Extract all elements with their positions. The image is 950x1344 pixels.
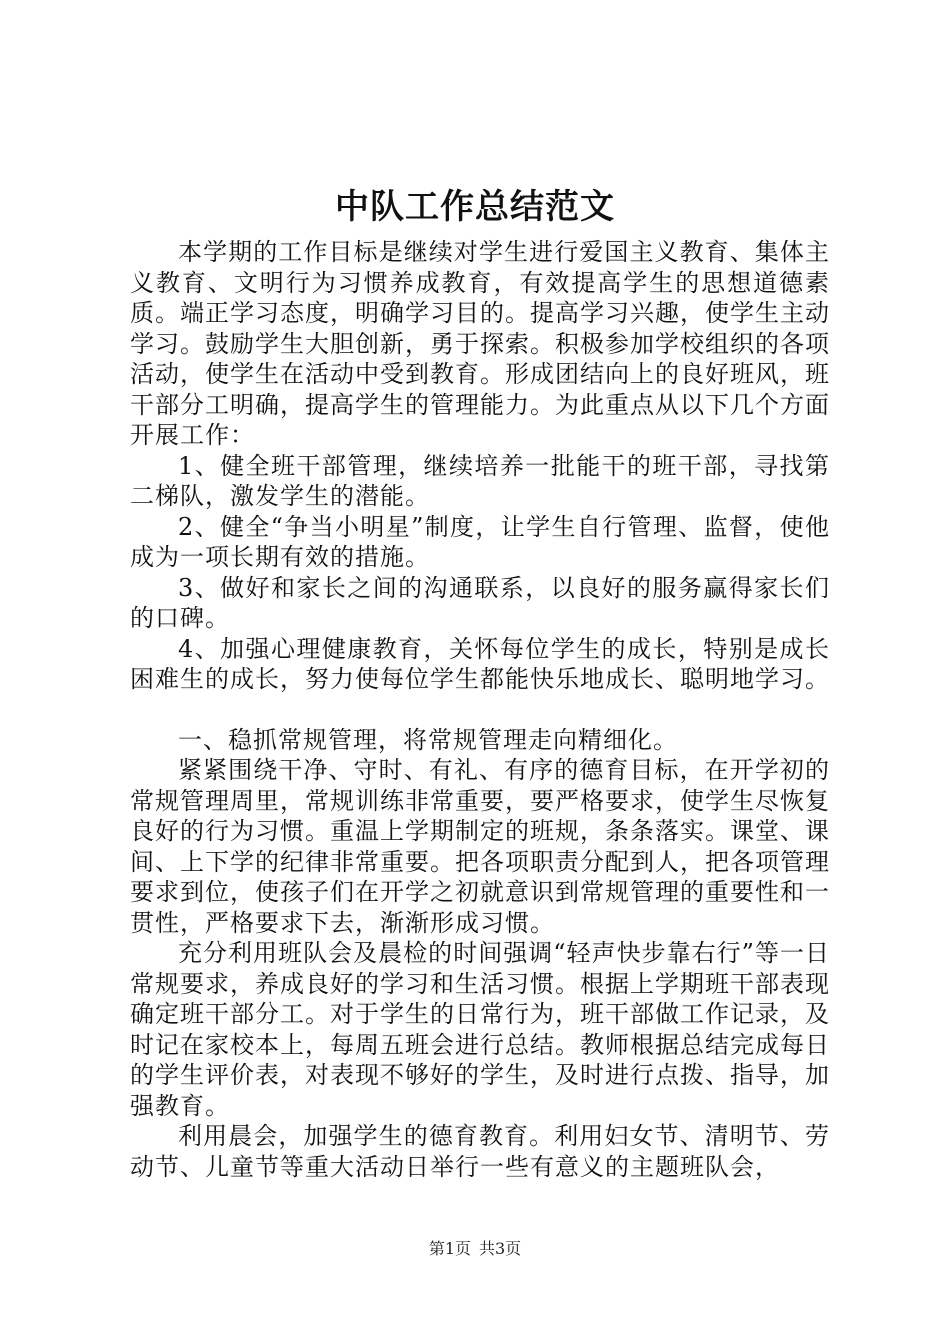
page-footer: [0, 1238, 950, 1260]
paragraph-spacer: [130, 695, 830, 725]
body-paragraph: 利用晨会，加强学生的德育教育。利用妇女节、清明节、劳动节、儿童节等重大活动日举行一些有意义的主题班队会，: [130, 1122, 830, 1181]
document-body: [130, 237, 830, 1182]
body-paragraph: 紧紧围绕干净、守时、有礼、有序的德育目标，在开学初的常规管理周里，常规训练非常重要，要严格要求，使学生尽恢复良好的行为习惯。重温上学期制定的班规，条条落实。课堂、课间、上下学的纪律非常重要。把各项职责分配到人，把各项管理要求到位，使孩子们在开学之初就意识到常规管理的重要性和一贯性，严格要求下去，渐渐形成习惯。: [130, 756, 830, 937]
document-title: 中队工作总结范文: [335, 187, 615, 227]
list-item: 1、健全班干部管理，继续培养一批能干的班干部，寻找第二梯队，激发学生的潜能。: [130, 451, 830, 510]
page-number: 第1页: [428, 1239, 471, 1258]
section-heading: 一、稳抓常规管理，将常规管理走向精细化。: [178, 725, 678, 754]
intro-paragraph: 本学期的工作目标是继续对学生进行爱国主义教育、集体主义教育、文明行为习惯养成教育，有效提高学生的思想道德素质。端正学习态度，明确学习目的。提高学习兴趣，使学生主动学习。鼓励学生大胆创新，勇于探索。积极参加学校组织的各项活动，使学生在活动中受到教育。形成团结向上的良好班风，班干部分工明确，提高学生的管理能力。为此重点从以下几个方面开展工作：: [130, 238, 830, 449]
body-paragraph: 充分利用班队会及晨检的时间强调“轻声快步靠右行”等一日常规要求，养成良好的学习和生活习惯。根据上学期班干部表现确定班干部分工。对于学生的日常行为，班干部做工作记录，及时记在家校本上，每周五班会进行总结。教师根据总结完成每日的学生评价表，对表现不够好的学生，及时进行点拨、指导，加强教育。: [130, 939, 830, 1120]
list-item: 3、做好和家长之间的沟通联系，以良好的服务赢得家长们的口碑。: [130, 573, 830, 632]
page-count: 共3页: [479, 1239, 522, 1258]
list-item: 2、健全“争当小明星”制度，让学生自行管理、监督，使他成为一项长期有效的措施。: [130, 512, 830, 571]
list-item: 4、加强心理健康教育，关怀每位学生的成长，特别是成长困难生的成长，努力使每位学生都能快乐地成长、聪明地学习。: [130, 634, 830, 693]
